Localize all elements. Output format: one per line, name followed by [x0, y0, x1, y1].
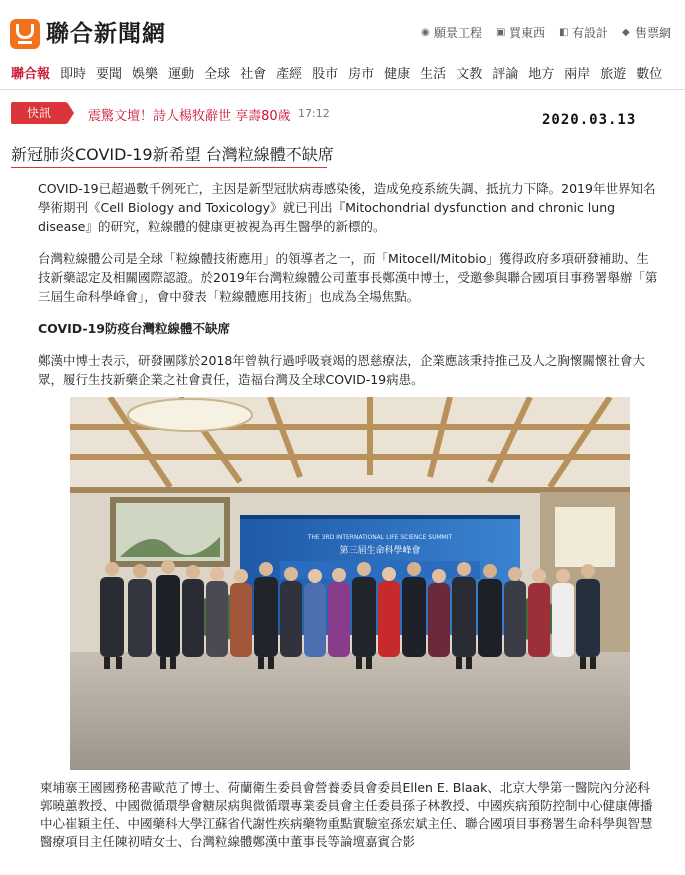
nav-item-education[interactable]: 文教 — [456, 67, 483, 82]
photo-caption: 柬埔寨王國國務秘書歐范了博士、荷蘭衛生委員會營養委員會委員Ellen E. Blaak、北京大學第一醫院內分泌科郭曉蕙教授、中國微循環學會糖尿病與微循環專業委員會主任委員孫子林教授、中國疾病預防控制中心健康傳播中心崔穎主任、中國藥科大學江蘇省代謝性疾病藥物重點實驗室孫宏斌主任、聯合國項目事務署生命科學與智慧醫療項目主任陳初晴女士、台灣粒線體鄭漢中董事長等論壇嘉賓合影 — [40, 780, 653, 849]
link-label: 願景工程 — [433, 26, 482, 40]
nav-item-udn-daily[interactable]: 聯合報 — [11, 67, 51, 82]
link-shop[interactable] — [496, 24, 545, 41]
paragraph-3: 鄭漢中博士表示，研發團隊於2018年曾執行過呼吸衰竭的恩慈療法，企業應該秉持推己及人之胸懷關懷社會大眾，履行生技新藥企業之社會責任，造福台灣及全球COVID-19病患。 — [38, 353, 645, 387]
nav-item-entertainment[interactable]: 娛樂 — [132, 67, 159, 82]
nav-item-headlines[interactable]: 要聞 — [96, 67, 123, 82]
udn-logo-icon[interactable] — [10, 19, 40, 49]
site-logo-text[interactable]: 聯合新聞網 — [46, 21, 166, 47]
banner-chinese-text: 第三屆生命科學峰會 — [339, 546, 421, 556]
flash-news-link[interactable]: 震驚文壇！詩人楊牧辭世 享壽80歲 — [88, 109, 291, 124]
link-label: 買東西 — [508, 26, 545, 40]
flash-news-time: 17:12 — [298, 107, 330, 120]
main-nav — [0, 64, 685, 86]
nav-item-cross-strait[interactable]: 兩岸 — [564, 67, 591, 82]
nav-item-opinion[interactable]: 評論 — [492, 67, 519, 82]
nav-item-travel[interactable]: 旅遊 — [600, 67, 627, 82]
store-icon: ▣ — [495, 26, 506, 38]
nav-item-life[interactable]: 生活 — [420, 67, 447, 82]
nav-item-sports[interactable]: 運動 — [168, 67, 195, 82]
article-photo — [70, 397, 630, 770]
nav-item-digital[interactable]: 數位 — [636, 67, 663, 82]
flash-news-badge: 快訊 — [11, 102, 67, 124]
site-header — [0, 0, 685, 58]
tag-icon: ◆ — [621, 26, 630, 38]
nav-item-local[interactable]: 地方 — [528, 67, 555, 82]
design-icon: ◧ — [558, 26, 569, 38]
link-label: 有設計 — [571, 26, 608, 40]
nav-item-housing[interactable]: 房市 — [348, 67, 375, 82]
nav-divider — [0, 89, 685, 90]
paragraph-1: COVID-19已超過數千例死亡，主因是新型冠狀病毒感染後，造成免疫系統失調、抵抗力下降。2019年世界知名學術期刊《Cell Biology and Toxicology》就已刊出『Mitochondrial dysfunction and chronic lung disease』的研究，粒線體的健康更被視為再生醫學的新標的。 — [38, 181, 656, 234]
nav-item-realtime[interactable]: 即時 — [60, 67, 87, 82]
article-title: 新冠肺炎COVID-19新希望 台灣粒線體不缺席 — [11, 145, 334, 164]
link-vision[interactable] — [421, 24, 482, 41]
article-subheading: COVID-19防疫台灣粒線體不缺席 — [38, 321, 230, 336]
nav-item-stocks[interactable]: 股市 — [312, 67, 339, 82]
link-design[interactable] — [559, 24, 608, 41]
nav-item-global[interactable]: 全球 — [204, 67, 231, 82]
nav-item-health[interactable]: 健康 — [384, 67, 411, 82]
link-tickets[interactable] — [622, 24, 671, 41]
banner-english-text: THE 3RD INTERNATIONAL LIFE SCIENCE SUMMIT — [307, 534, 453, 541]
eye-icon: ◉ — [420, 26, 430, 38]
top-links — [421, 24, 671, 41]
nav-item-society[interactable]: 社會 — [240, 67, 267, 82]
link-label: 售票網 — [634, 26, 671, 40]
article-date: 2020.03.13 — [542, 112, 637, 128]
group-photo-image — [70, 397, 630, 770]
title-underline — [11, 167, 327, 168]
article-body — [38, 179, 660, 402]
paragraph-2: 台灣粒線體公司是全球「粒線體技術應用」的領導者之一，而「Mitocell/Mitobio」獲得政府多項研發補助、生技新藥認定及相關國際認證。於2019年台灣粒線體公司董事長鄭漢中博士，受邀參與聯合國項目事務署舉辦「第三屆生命科學峰會」，會中發表「粒線體應用技術」也成為全場焦點。 — [38, 251, 658, 304]
nav-item-business[interactable]: 產經 — [276, 67, 303, 82]
